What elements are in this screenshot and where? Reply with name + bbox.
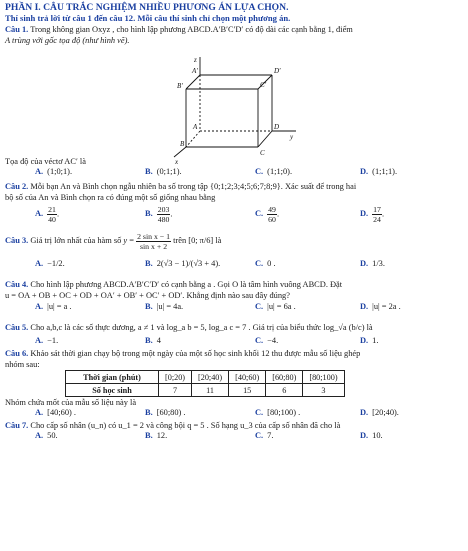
option-c[interactable]: C. |u| = 6a . [255, 302, 296, 311]
question-ask: Nhóm chứa mốt của mẫu số liệu này là [5, 398, 137, 407]
options-row [5, 167, 463, 179]
option-c[interactable]: C. [80;100) . [255, 408, 301, 417]
question-5 [5, 322, 463, 333]
table-cell: [40;60) [229, 371, 266, 384]
question-text: Khảo sát thời gian chạy bộ trong một ngày của một số học sinh khối 12 thu được mẫu số liệu ghép [30, 349, 361, 358]
question-2 [5, 181, 463, 192]
option-d[interactable]: D. (1;1;1). [360, 167, 398, 176]
hidden-edge [186, 131, 200, 147]
func-denominator: sin x + 2 [139, 241, 168, 251]
question-1 [5, 24, 463, 35]
option-b[interactable]: B. |u| = 4a. [145, 302, 184, 311]
table-cell: [80;100) [303, 371, 344, 384]
option-d[interactable]: D. [20;40). [360, 408, 399, 417]
question-text: Giá trị lớn nhất của hàm số [30, 236, 122, 245]
question-text: Cho hình lập phương ABCD.A′B′C′D′ có cạnh bằng a . Gọi O là tâm hình vuông ABCD. Đặt [30, 280, 343, 289]
question-ask: Tọa độ của véctơ AC′ là [5, 157, 86, 166]
option-c[interactable]: C. 0 . [255, 259, 276, 268]
question-label: Câu 3. [5, 236, 29, 245]
option-a[interactable]: A. $\frac{21}{40}$ . [35, 205, 60, 224]
question-label: Câu 7. [5, 421, 29, 430]
label-b: B [180, 140, 185, 148]
label-z: z [194, 56, 197, 64]
option-d[interactable]: D. 1. [360, 336, 379, 345]
label-c1: C′ [260, 81, 267, 89]
options-row [5, 205, 463, 227]
option-c[interactable]: C. $\frac{49}{60}$ . [255, 205, 280, 224]
label-b1: B′ [177, 82, 183, 90]
option-a[interactable]: A. −1. [35, 336, 59, 345]
option-d[interactable]: D. 10. [360, 431, 383, 440]
table-cell: [60;80) [266, 371, 303, 384]
option-d[interactable]: D. |u| = 2a . [360, 302, 401, 311]
option-c[interactable]: C. −4. [255, 336, 279, 345]
table-cell: 3 [303, 384, 344, 397]
label-a1: A′ [192, 67, 198, 75]
label-d: D [274, 123, 280, 131]
question-text: Cho a,b,c là các số thực dương, a ≠ 1 và log_a b = 5, log_a c = 7 . Giá trị của biểu thức log_√a (b/c) là [30, 323, 373, 332]
edge [186, 75, 200, 89]
question-text-cont: A trùng với gốc tọa độ (như hình vẽ). [5, 36, 130, 45]
option-b[interactable]: B. 2(√3 − 1)/(√3 + 4). [145, 259, 221, 268]
label-c: C [260, 149, 265, 157]
options-row [5, 408, 463, 420]
question-label: Câu 5. [5, 323, 29, 332]
option-b[interactable]: B. 4 [145, 336, 161, 345]
label-y: y [290, 133, 294, 141]
option-b[interactable]: B. [60;80) . [145, 408, 186, 417]
table-cell: [20;40) [192, 371, 229, 384]
option-b[interactable]: B. 12. [145, 431, 168, 440]
edge [258, 131, 272, 147]
question-4 [5, 279, 463, 290]
question-label: Câu 1. [5, 25, 29, 34]
option-b[interactable]: B. (0;1;1). [145, 167, 182, 176]
label-d1: D′ [274, 67, 281, 75]
options-row [5, 431, 463, 443]
table-cell: [0;20) [159, 371, 192, 384]
table-cell: 6 [266, 384, 303, 397]
option-d[interactable]: D. 1/3. [360, 259, 385, 268]
table-header: Số học sinh [66, 384, 159, 397]
table-cell: 11 [192, 384, 229, 397]
table-row [66, 384, 345, 397]
question-label: Câu 4. [5, 280, 29, 289]
table-cell: 15 [229, 384, 266, 397]
label-a: A [193, 123, 198, 131]
option-a[interactable]: A. 50. [35, 431, 58, 440]
question-text-cont: bộ số của An và Bình chọn ra có đúng một số giống nhau bằng [5, 193, 216, 202]
cube-figure [172, 55, 312, 165]
question-6 [5, 348, 463, 359]
option-c[interactable]: C. (1;1;0). [255, 167, 293, 176]
option-a[interactable]: A. [40;60) . [35, 408, 76, 417]
question-3: Câu 3. Giá trị lớn nhất của hàm số y = $\frac{\text{2 sin x − 1}}{\text{sin x + 2}}$ trên [0; π/6] là [5, 231, 222, 251]
question-7 [5, 420, 463, 431]
options-row [5, 336, 463, 348]
question-text: Cho cấp số nhân (u_n) có u_1 = 2 và công bội q = 5 . Số hạng u_3 của cấp số nhân đã cho là [30, 421, 341, 430]
interval: [0; π/6] [188, 236, 214, 245]
part-title: PHẦN I. CÂU TRẮC NGHIỆM NHIỀU PHƯƠNG ÁN LỰA CHỌN. [5, 2, 289, 13]
frequency-table [65, 370, 345, 397]
options-row [5, 253, 463, 277]
question-text: Mỗi bạn An và Bình chọn ngẫu nhiên ba số trong tập {0;1;2;3;4;5;6;7;8;9}. Xác suất để trong hai [30, 182, 357, 191]
question-label: Câu 2. [5, 182, 29, 191]
question-text: Trong không gian Oxyz , cho hình lập phương ABCD.A′B′C′D′ có độ dài các cạnh bằng 1, điểm [30, 25, 353, 34]
question-text-cont: nhóm sau: [5, 360, 40, 369]
func-numerator: 2 sin x − 1 [137, 231, 171, 241]
x-axis [174, 147, 186, 157]
option-a[interactable]: A. −1/2. [35, 259, 65, 268]
option-a[interactable]: A. |u| = a . [35, 302, 72, 311]
table-header: Thời gian (phút) [66, 371, 159, 384]
option-d[interactable]: D. $\frac{17}{24}$ . [360, 205, 385, 224]
table-cell: 7 [159, 384, 192, 397]
question-text-cont: u = OA + OB + OC + OD + OA′ + OB′ + OC′ + OD′. Khẳng định nào sau đây đúng? [5, 291, 290, 300]
options-row [5, 302, 463, 314]
instruction: Thí sinh trả lời từ câu 1 đến câu 12. Mỗi câu thí sinh chỉ chọn một phương án. [5, 13, 291, 23]
option-a[interactable]: A. (1;0;1). [35, 167, 73, 176]
table-row [66, 371, 345, 384]
option-c[interactable]: C. 7. [255, 431, 274, 440]
question-label: Câu 6. [5, 349, 29, 358]
label-x: x [175, 158, 179, 165]
option-b[interactable]: B. $\frac{203}{480}$ . [145, 205, 173, 224]
